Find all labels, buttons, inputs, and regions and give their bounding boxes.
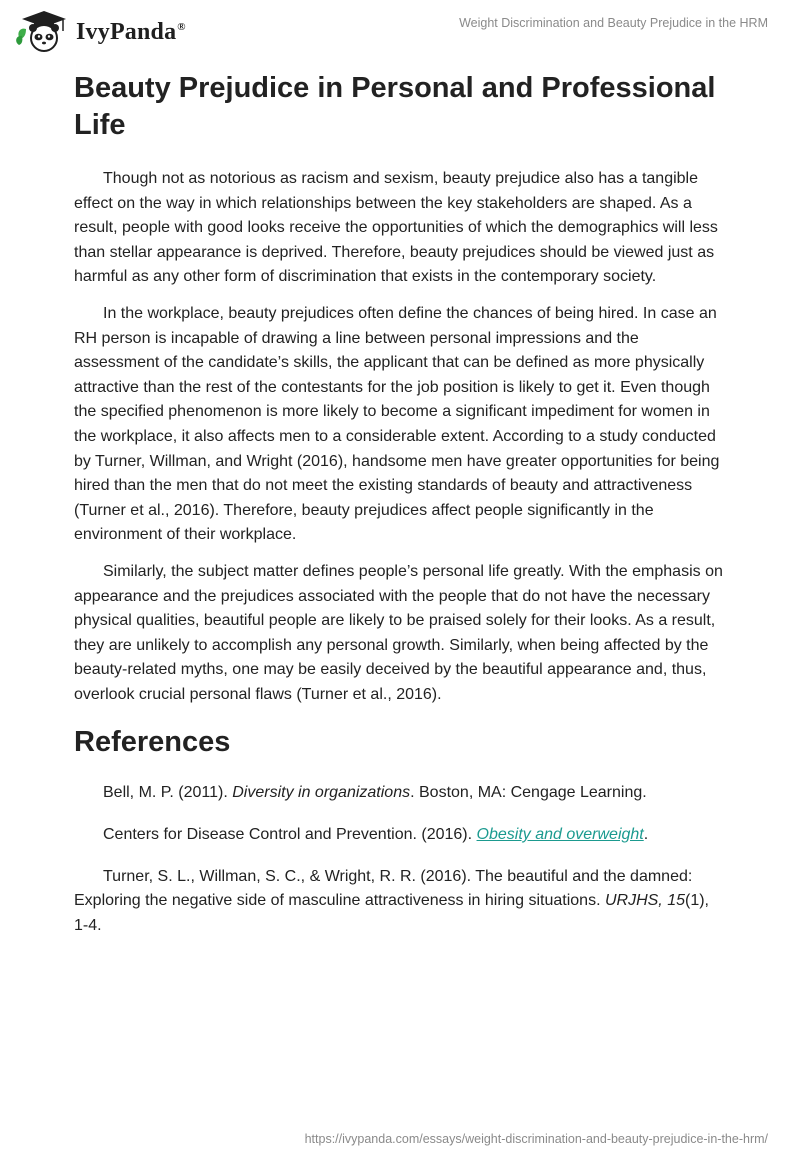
reference-cdc: Centers for Disease Control and Prevention. (2016). Obesity and overweight. xyxy=(103,826,649,844)
reference-turner: Turner, S. L., Willman, S. C., & Wright, R. R. (2016). The beautiful and the damned: Exploring the negative side of masculine attractiveness in hiring situations. URJHS, 15(1), 1-4. xyxy=(74,867,709,934)
reference-bell: Bell, M. P. (2011). Diversity in organizations. Boston, MA: Cengage Learning. xyxy=(103,784,647,802)
paragraph-personal-life: Similarly, the subject matter defines people’s personal life greatly. With the emphasis on appearance and the prejudices associated with the people that do not have the necessary physical qualities, beautiful people are likely to be praised solely for their looks. As a result, they are unlikely to accomplish any personal growth. Similarly, when being affected by the beauty-related myths, one may be easily deceived by the beautiful appearance and, thus, overlook crucial personal flaws (Turner et al., 2016). xyxy=(74,562,723,703)
references-heading: References xyxy=(74,726,231,759)
section-heading: Beauty Prejudice in Personal and Professional Life xyxy=(74,72,716,141)
paragraph-workplace: In the workplace, beauty prejudices often define the chances of being hired. In case an RH person is incapable of drawing a line between personal impressions and the assessment of the candidate’s skills, the applicant that can be defined as more physically attractive than the rest of the contestants for the job position is likely to get it. Even though the specified phenomenon is more likely to become a significant impediment for women in the workplace, it also affects men to a considerable extent. According to a study conducted by Turner, Willman, and Wright (2016), handsome men have greater opportunities for being hired than the men that do not meet the existing standards of beauty and attractiveness (Turner et al., 2016). Therefore, beauty prejudices affect people significantly in the environment of their workplace. xyxy=(74,304,720,544)
paragraph-intro: Though not as notorious as racism and sexism, beauty prejudice also has a tangible effect on the way in which relationships between the key stakeholders are shaped. As a result, people with good looks receive the opportunities of which the demographics will less than stellar appearance is deprived. Therefore, beauty prejudices should be viewed just as harmful as any other form of discrimination that exists in the contemporary society. xyxy=(74,170,718,286)
footer-source-url: https://ivypanda.com/essays/weight-discrimination-and-beauty-prejudice-in-the-hrm/ xyxy=(304,1132,768,1146)
document-title: Weight Discrimination and Beauty Prejudice in the HRM xyxy=(459,16,768,30)
article-body xyxy=(74,70,726,955)
brand-name: IvyPanda® xyxy=(76,18,186,45)
ivypanda-logo[interactable] xyxy=(14,9,186,55)
reference-cdc-link[interactable]: Obesity and overweight xyxy=(476,826,644,844)
page-header xyxy=(0,0,800,62)
panda-logo-icon xyxy=(14,9,74,55)
